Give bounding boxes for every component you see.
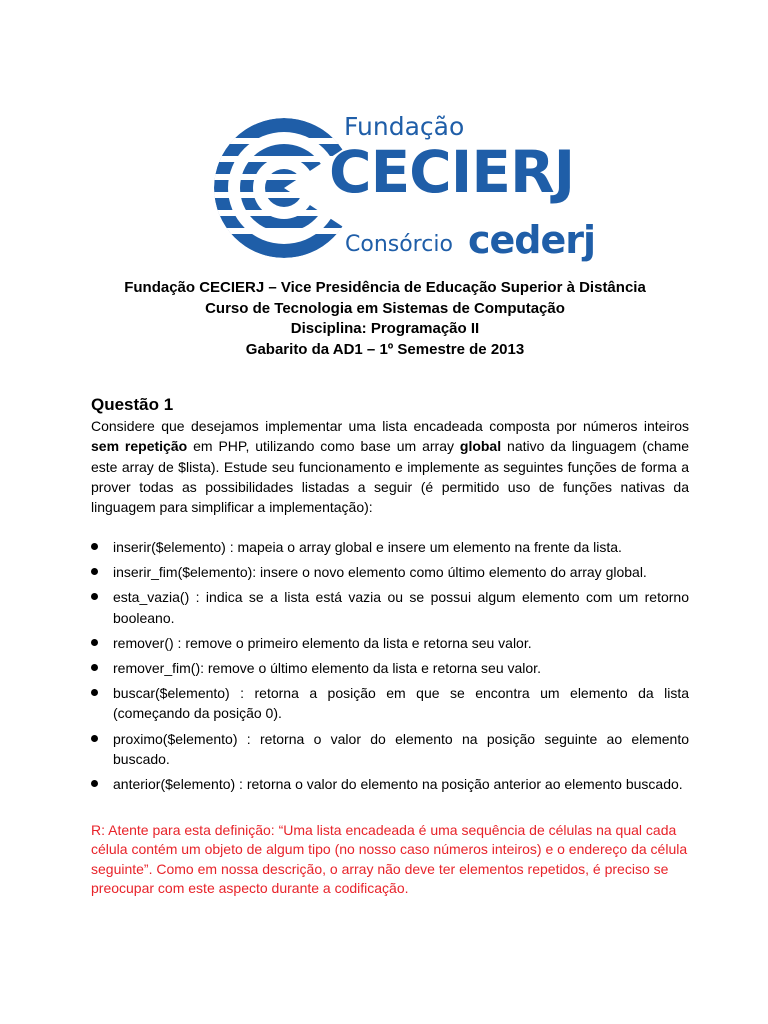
intro-bold-sem-repeticao: sem repetição: [91, 438, 188, 455]
function-list: [91, 537, 689, 794]
bullet-icon: [91, 568, 98, 575]
bullet-icon: [91, 689, 98, 696]
list-item-text: esta_vazia() : indica se a lista está vazia ou se possui algum elemento com um retorno booleano.: [113, 589, 689, 626]
bullet-icon: [91, 735, 98, 742]
list-item-text: inserir($elemento) : mapeia o array global e insere um elemento na frente da lista.: [113, 539, 622, 555]
list-item-text: proximo($elemento) : retorna o valor do elemento na posição seguinte ao elemento buscado.: [113, 730, 689, 767]
logo-consorcio-text: Consórcio: [345, 232, 453, 257]
list-item-text: remover() : remove o primeiro elemento da lista e retorna seu valor.: [113, 634, 532, 651]
intro-bold-global: global: [459, 438, 502, 455]
intro-text-3: nativo da linguagem (chame este array de $lista). Estude seu funcionamento e implemente as seguintes funções de forma a prover todas as possibilidades listadas a seguir (é permitido uso de funções nativas da linguagem para simplificar a implementação):: [91, 438, 689, 516]
logo-fundacao-text: Fundação: [344, 112, 465, 141]
bullet-icon: [91, 780, 98, 787]
list-item: [91, 537, 689, 557]
question-title: Questão 1: [91, 395, 174, 414]
list-item-text: remover_fim(): remove o último elemento da lista e retorna seu valor.: [113, 660, 541, 677]
list-item: [91, 633, 689, 653]
intro-text-2: em PHP, utilizando como base um array: [187, 438, 460, 455]
list-item: [91, 774, 689, 794]
list-item: [91, 729, 689, 769]
logo-cecierj-text: CECIERJ: [329, 138, 575, 206]
intro-text-1: Considere que desejamos implementar uma lista encadeada composta por números inteiros: [91, 418, 689, 434]
list-item-text: inserir_fim($elemento): insere o novo elemento como último elemento do array global.: [113, 564, 647, 581]
bullet-icon: [91, 639, 98, 646]
cecierj-logo: [212, 100, 596, 270]
list-item-text: anterior($elemento) : retorna o valor do elemento na posição anterior ao elemento buscado.: [113, 776, 683, 793]
header-institution: Fundação CECIERJ – Vice Presidência de Educação Superior à Distância: [124, 279, 646, 296]
answer-text: R: Atente para esta definição: “Uma lista encadeada é uma sequência de células na qual cada célula contém um objeto de algum tipo (no nosso caso números inteiros) e o endereço da célula seguinte”. Como em nossa descrição, o array não deve ter elementos repetidos, é preciso se preocupar com este aspecto durante a codificação.: [91, 822, 688, 896]
bullet-icon: [91, 543, 98, 550]
list-item: [91, 562, 689, 582]
list-item-text: buscar($elemento) : retorna a posição em que se encontra um elemento da lista (começando da posição 0).: [113, 685, 689, 722]
bullet-icon: [91, 664, 98, 671]
document-header: [90, 278, 680, 360]
header-discipline: Disciplina: Programação II: [290, 320, 480, 337]
list-item: [91, 683, 689, 723]
list-item: [91, 587, 689, 627]
list-item: [91, 658, 689, 678]
question-intro: [91, 416, 689, 517]
header-exam: Gabarito da AD1 – 1º Semestre de 2013: [245, 340, 525, 358]
bullet-icon: [91, 593, 98, 600]
header-course: Curso de Tecnologia em Sistemas de Computação: [205, 299, 565, 317]
logo-cederj-text: cederj: [468, 218, 596, 262]
